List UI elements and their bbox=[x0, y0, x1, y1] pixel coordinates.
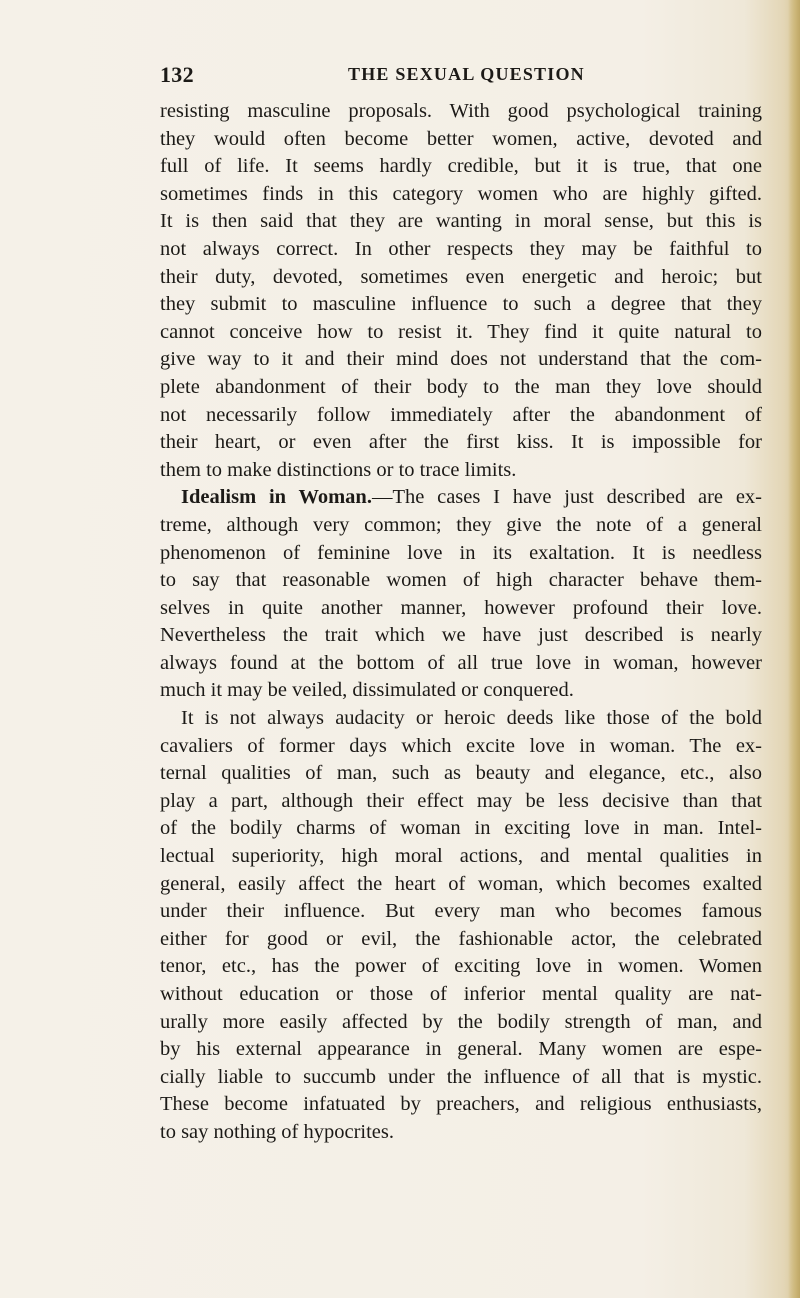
text-line: give way to it and their mind does not understand that the com- bbox=[160, 348, 762, 371]
text-line: they submit to masculine influence to such a degree that they bbox=[160, 293, 762, 316]
text-line: It is then said that they are wanting in moral sense, but this is bbox=[160, 210, 762, 233]
page-number: 132 bbox=[160, 62, 194, 87]
page-header bbox=[160, 62, 760, 92]
text-line: plete abandonment of their body to the man they love should bbox=[160, 375, 762, 398]
text-line: their heart, or even after the first kiss. It is impossible for bbox=[160, 431, 762, 454]
text-line: ternal qualities of man, such as beauty and elegance, etc., also bbox=[160, 762, 762, 785]
text-line: cavaliers of former days which excite love in woman. The ex- bbox=[160, 734, 762, 757]
section-title: Idealism in Woman. bbox=[181, 486, 372, 509]
text-line: lectual superiority, high moral actions, and mental qualities in bbox=[160, 845, 762, 868]
text-line: not necessarily follow immediately after the abandonment of bbox=[160, 403, 762, 426]
text-line: always found at the bottom of all true love in woman, however bbox=[160, 651, 762, 674]
text-line: to say nothing of hypocrites. bbox=[160, 1120, 395, 1143]
text-line: to say that reasonable women of high character behave them- bbox=[160, 569, 762, 592]
text-line: them to make distinctions or to trace limits. bbox=[160, 458, 517, 481]
text-line: Nevertheless the trait which we have just described is nearly bbox=[160, 624, 762, 647]
text-line: general, easily affect the heart of woman, which becomes exalted bbox=[160, 872, 762, 895]
section-first-line-text: The cases I have just described are ex- bbox=[392, 486, 762, 509]
text-line: without education or those of inferior mental quality are nat- bbox=[160, 983, 762, 1005]
text-line: their duty, devoted, sometimes even energetic and heroic; but bbox=[160, 265, 762, 288]
text-line: not always correct. In other respects they may be faithful to bbox=[160, 237, 762, 260]
text-line: play a part, although their effect may be less decisive than that bbox=[160, 789, 762, 812]
text-line: much it may be veiled, dissimulated or conquered. bbox=[160, 679, 574, 702]
text-line: These become infatuated by preachers, and religious enthusiasts, bbox=[160, 1093, 762, 1116]
text-line: resisting masculine proposals. With good psychological training bbox=[160, 100, 762, 122]
text-line: cially liable to succumb under the influence of all that is mystic. bbox=[160, 1065, 762, 1088]
text-line: sometimes finds in this category women who are highly gifted. bbox=[160, 182, 762, 205]
text-line: full of life. It seems hardly credible, but it is true, that one bbox=[160, 155, 762, 178]
text-line: cannot conceive how to resist it. They find it quite natural to bbox=[160, 320, 762, 343]
text-line: either for good or evil, the fashionable actor, the celebrated bbox=[160, 927, 762, 950]
text-line: by his external appearance in general. Many women are espe- bbox=[160, 1038, 762, 1061]
text-line: tenor, etc., has the power of exciting love in women. Women bbox=[160, 955, 762, 978]
running-head: THE SEXUAL QUESTION bbox=[348, 64, 585, 84]
text-line: treme, although very common; they give the note of a general bbox=[160, 513, 762, 536]
section-first-line bbox=[160, 484, 762, 512]
section-dash: — bbox=[371, 486, 393, 509]
text-line: selves in quite another manner, however profound their love. bbox=[160, 596, 762, 619]
text-line: they would often become better women, active, devoted and bbox=[160, 127, 762, 150]
text-line: phenomenon of feminine love in its exaltation. It is needless bbox=[160, 541, 762, 564]
body-text bbox=[160, 98, 762, 1147]
paragraph-first-line: It is not always audacity or heroic deeds like those of the bold bbox=[181, 707, 762, 730]
text-line: of the bodily charms of woman in exciting love in man. Intel- bbox=[160, 817, 762, 840]
text-line: urally more easily affected by the bodily strength of man, and bbox=[160, 1010, 762, 1033]
page-gutter-shadow bbox=[788, 0, 800, 1298]
text-line: under their influence. But every man who becomes famous bbox=[160, 900, 762, 923]
